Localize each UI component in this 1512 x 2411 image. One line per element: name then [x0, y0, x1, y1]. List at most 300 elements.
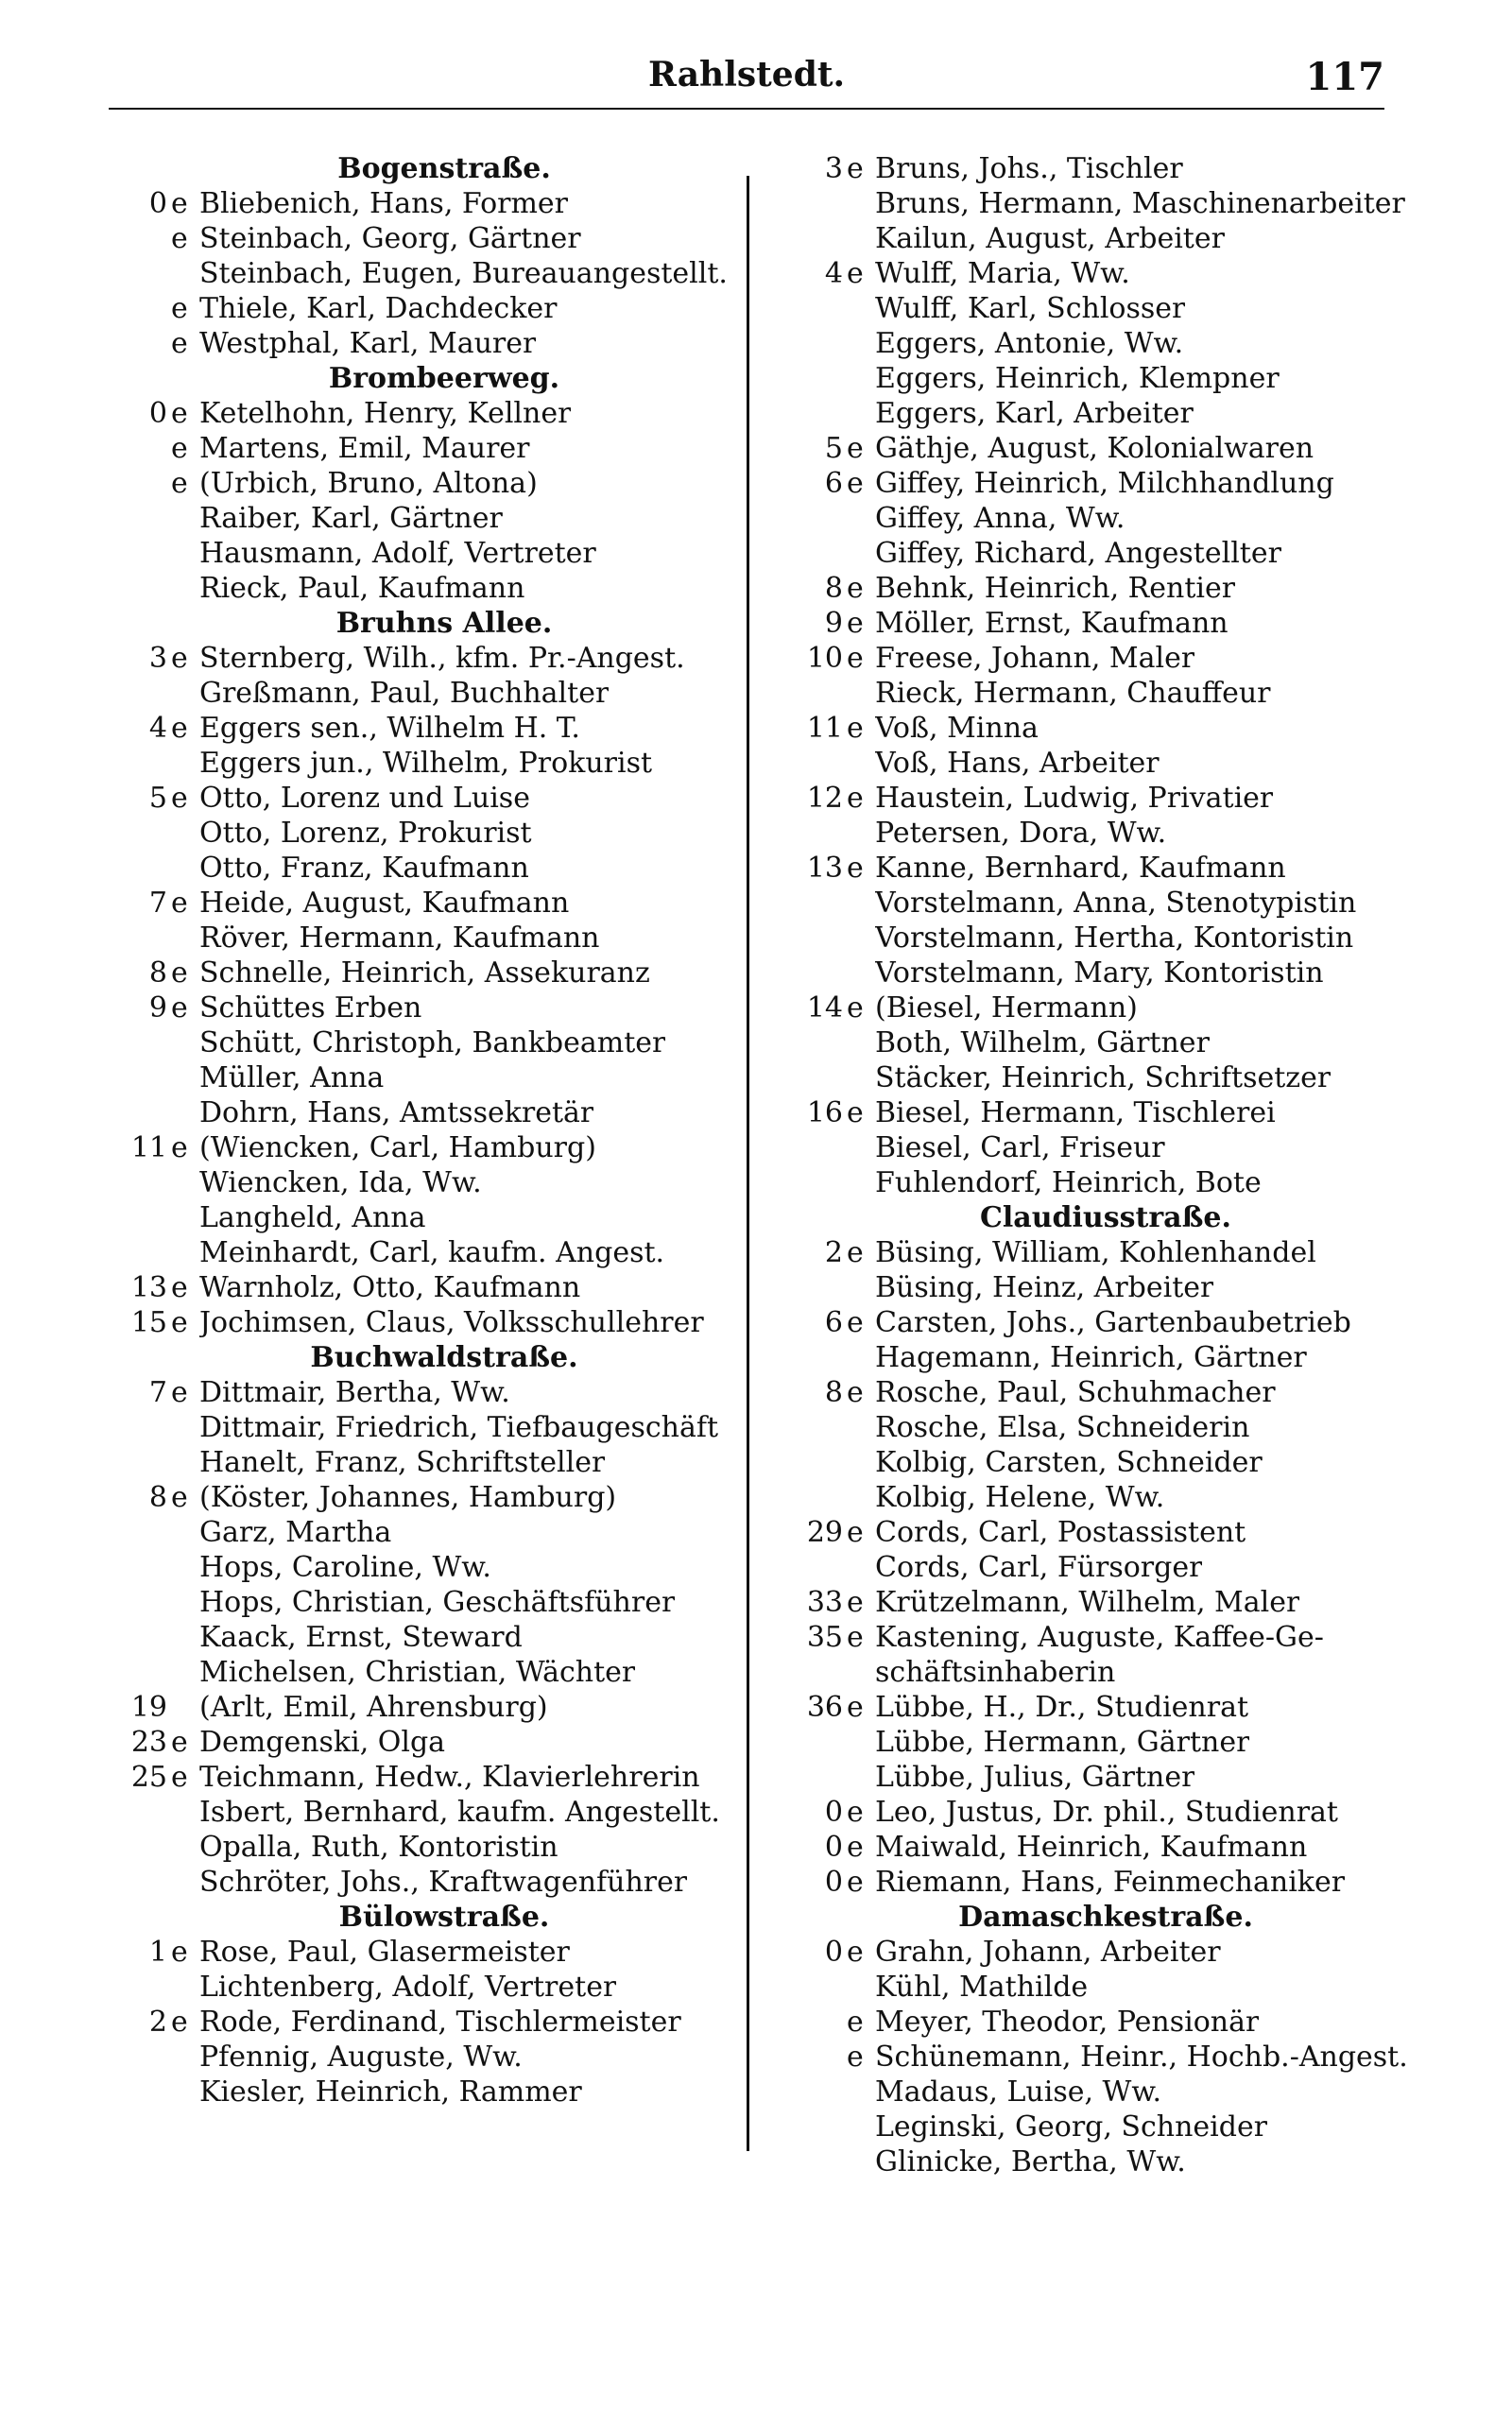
owner-mark — [847, 676, 875, 711]
resident-text: Vorstelmann, Hertha, Kontoristin — [875, 921, 1354, 955]
house-number — [784, 956, 847, 990]
house-number: 8 — [824, 1376, 843, 1409]
house-number — [784, 2005, 847, 2040]
owner-mark — [171, 1410, 199, 1445]
owner-mark — [847, 1480, 875, 1515]
house-number: 1 — [148, 1936, 167, 1969]
resident-text: Dittmair, Bertha, Ww. — [199, 1376, 510, 1409]
owner-mark — [847, 186, 875, 221]
owner-mark — [171, 256, 199, 291]
resident-text: Biesel, Carl, Friseur — [875, 1131, 1165, 1164]
house-number — [784, 501, 847, 536]
directory-entry — [784, 1725, 1403, 1760]
directory-entry — [109, 1410, 756, 1445]
resident-text: Büsing, William, Kohlenhandel — [875, 1236, 1316, 1269]
resident-text: Carsten, Johs., Gartenbaubetrieb — [875, 1306, 1351, 1339]
owner-mark — [847, 1270, 875, 1305]
resident-text: Warnholz, Otto, Kaufmann — [199, 1271, 581, 1304]
house-number — [109, 1515, 171, 1550]
house-number: 0 — [148, 397, 167, 430]
house-number — [784, 1025, 847, 1060]
house-number: 7 — [148, 887, 167, 920]
directory-entry — [784, 1060, 1403, 1095]
owner-mark — [847, 816, 875, 851]
resident-text: Rose, Paul, Glasermeister — [199, 1936, 570, 1969]
house-number: 36 — [806, 1691, 843, 1724]
house-number: 16 — [806, 1096, 843, 1129]
house-number — [784, 2075, 847, 2110]
resident-text: Wulff, Karl, Schlosser — [875, 292, 1186, 325]
resident-text: Madaus, Luise, Ww. — [875, 2075, 1162, 2109]
directory-entry — [784, 956, 1403, 990]
directory-entry — [109, 1585, 756, 1620]
owner-mark — [171, 746, 199, 781]
house-number — [109, 1165, 171, 1200]
house-number — [784, 1165, 847, 1200]
directory-entry — [109, 956, 756, 990]
directory-entry — [784, 1620, 1403, 1655]
house-number — [109, 1445, 171, 1480]
directory-entry — [784, 2075, 1403, 2110]
owner-mark: e — [171, 1271, 188, 1304]
directory-entry — [109, 921, 756, 956]
directory-entry — [109, 1480, 756, 1515]
owner-mark — [171, 1200, 199, 1235]
owner-mark: e — [171, 1131, 188, 1164]
house-number: 13 — [806, 852, 843, 885]
directory-entry — [109, 1270, 756, 1305]
directory-entry — [109, 1865, 756, 1900]
resident-text: Langheld, Anna — [199, 1201, 426, 1234]
house-number: 23 — [130, 1726, 167, 1759]
resident-text: Voß, Hans, Arbeiter — [875, 747, 1160, 780]
house-number: 7 — [148, 1376, 167, 1409]
owner-mark: e — [171, 782, 188, 815]
directory-entry — [109, 1830, 756, 1865]
owner-mark — [171, 1865, 199, 1900]
house-number — [109, 1795, 171, 1830]
owner-mark: e — [171, 432, 188, 465]
directory-entry — [109, 1235, 756, 1270]
resident-text: Lübbe, Hermann, Gärtner — [875, 1726, 1250, 1759]
house-number — [109, 466, 171, 501]
owner-mark: e — [847, 152, 864, 185]
resident-text: Lichtenberg, Adolf, Vertreter — [199, 1971, 617, 2004]
owner-mark — [171, 1235, 199, 1270]
resident-text: Kiesler, Heinrich, Rammer — [199, 2075, 582, 2109]
directory-entry — [784, 2005, 1403, 2040]
owner-mark — [847, 1655, 875, 1690]
owner-mark — [847, 1725, 875, 1760]
resident-text: Giffey, Heinrich, Milchhandlung — [875, 467, 1334, 500]
owner-mark: e — [171, 712, 188, 745]
house-number: 14 — [806, 991, 843, 1025]
owner-mark — [171, 1830, 199, 1865]
resident-text: Eggers jun., Wilhelm, Prokurist — [199, 747, 653, 780]
resident-text: Hops, Caroline, Ww. — [199, 1551, 491, 1584]
directory-entry — [784, 431, 1403, 466]
resident-text: Leo, Justus, Dr. phil., Studienrat — [875, 1796, 1338, 1829]
owner-mark — [171, 1165, 199, 1200]
resident-text: Greßmann, Paul, Buchhalter — [199, 677, 610, 710]
house-number — [109, 921, 171, 956]
directory-entry — [784, 291, 1403, 326]
directory-entry — [784, 1410, 1403, 1445]
owner-mark: e — [847, 1236, 864, 1269]
directory-entry — [109, 711, 756, 746]
owner-mark: e — [847, 782, 864, 815]
owner-mark: e — [171, 1761, 188, 1794]
house-number — [784, 361, 847, 396]
owner-mark — [171, 1795, 199, 1830]
house-number: 3 — [824, 152, 843, 185]
directory-entry — [784, 1865, 1403, 1900]
directory-entry — [109, 1690, 756, 1725]
house-number: 8 — [148, 956, 167, 990]
resident-text: Kastening, Auguste, Kaffee-Ge- — [875, 1621, 1324, 1654]
resident-text: Steinbach, Georg, Gärtner — [199, 222, 581, 255]
owner-mark — [171, 921, 199, 956]
resident-text: Riemann, Hans, Feinmechaniker — [875, 1866, 1346, 1899]
directory-entry — [109, 746, 756, 781]
directory-entry — [109, 990, 756, 1025]
resident-text: Lübbe, H., Dr., Studienrat — [875, 1691, 1249, 1724]
owner-mark: e — [171, 1726, 188, 1759]
directory-entry — [109, 1025, 756, 1060]
house-number — [784, 886, 847, 921]
directory-entry — [109, 1655, 756, 1690]
house-number — [784, 2144, 847, 2179]
resident-text: Cords, Carl, Postassistent — [875, 1516, 1246, 1549]
house-number — [784, 1655, 847, 1690]
owner-mark: e — [847, 2006, 864, 2039]
resident-text: Rieck, Hermann, Chauffeur — [875, 677, 1271, 710]
resident-text: Müller, Anna — [199, 1061, 385, 1094]
owner-mark — [171, 816, 199, 851]
owner-mark — [171, 536, 199, 571]
house-number — [109, 326, 171, 361]
house-number — [784, 676, 847, 711]
owner-mark — [847, 536, 875, 571]
owner-mark — [847, 1410, 875, 1445]
house-number: 4 — [824, 257, 843, 290]
directory-entry — [784, 606, 1403, 641]
resident-text: Otto, Franz, Kaufmann — [199, 852, 529, 885]
resident-text: Pfennig, Auguste, Ww. — [199, 2041, 523, 2074]
directory-entry — [784, 1340, 1403, 1375]
owner-mark: e — [847, 1936, 864, 1969]
house-number — [109, 1200, 171, 1235]
house-number — [784, 1970, 847, 2005]
directory-entry — [784, 326, 1403, 361]
house-number — [784, 536, 847, 571]
house-number: 15 — [130, 1306, 167, 1339]
owner-mark — [847, 2144, 875, 2179]
resident-text: Bliebenich, Hans, Former — [199, 187, 569, 220]
resident-text: Dohrn, Hans, Amtssekretär — [199, 1096, 594, 1129]
owner-mark: e — [171, 1306, 188, 1339]
house-number — [784, 1725, 847, 1760]
directory-entry — [784, 1515, 1403, 1550]
owner-mark — [847, 1060, 875, 1095]
house-number — [784, 326, 847, 361]
page-header — [109, 55, 1384, 110]
owner-mark: e — [847, 1831, 864, 1864]
column-divider — [747, 176, 749, 2151]
resident-text: (Biesel, Hermann) — [875, 991, 1138, 1025]
directory-entry — [109, 1375, 756, 1410]
directory-entry — [784, 1760, 1403, 1795]
house-number: 11 — [130, 1131, 167, 1164]
owner-mark — [847, 2075, 875, 2110]
directory-entry — [109, 396, 756, 431]
directory-entry — [109, 1795, 756, 1830]
owner-mark: e — [847, 1376, 864, 1409]
house-number — [784, 816, 847, 851]
directory-entry — [109, 1165, 756, 1200]
house-number — [784, 2040, 847, 2075]
resident-text: Hops, Christian, Geschäftsführer — [199, 1586, 676, 1619]
street-heading: Damaschkestraße. — [958, 1901, 1253, 1934]
owner-mark: e — [847, 642, 864, 675]
directory-entry — [109, 2040, 756, 2075]
owner-mark — [847, 1445, 875, 1480]
owner-mark — [171, 1620, 199, 1655]
owner-mark — [171, 1095, 199, 1130]
house-number — [784, 1480, 847, 1515]
house-number: 0 — [824, 1796, 843, 1829]
directory-entry — [109, 291, 756, 326]
resident-text: Kailun, August, Arbeiter — [875, 222, 1225, 255]
directory-entry — [784, 1585, 1403, 1620]
directory-entry — [109, 1095, 756, 1130]
directory-entry — [784, 186, 1403, 221]
owner-mark: e — [847, 1096, 864, 1129]
owner-mark — [847, 2110, 875, 2144]
owner-mark: e — [847, 1796, 864, 1829]
resident-text: Steinbach, Eugen, Bureauangestellt. — [199, 257, 728, 290]
owner-mark — [171, 1445, 199, 1480]
owner-mark: e — [171, 292, 188, 325]
resident-text: Schünemann, Heinr., Hochb.-Angest. — [875, 2041, 1408, 2074]
owner-mark — [847, 1165, 875, 1200]
resident-text: Freese, Johann, Maler — [875, 642, 1195, 675]
house-number — [109, 1865, 171, 1900]
house-number — [784, 1270, 847, 1305]
owner-mark: e — [171, 1376, 188, 1409]
directory-entry — [784, 1445, 1403, 1480]
owner-mark: e — [171, 991, 188, 1025]
resident-text: Stäcker, Heinrich, Schriftsetzer — [875, 1061, 1332, 1094]
right-column — [784, 151, 1408, 2179]
resident-text: Rieck, Paul, Kaufmann — [199, 572, 525, 605]
owner-mark — [847, 1025, 875, 1060]
street-heading: Bülowstraße. — [338, 1901, 550, 1934]
directory-entry — [109, 1760, 756, 1795]
owner-mark — [847, 326, 875, 361]
house-number — [109, 1970, 171, 2005]
directory-entry — [109, 2005, 756, 2040]
directory-entry — [784, 1165, 1403, 1200]
directory-entry — [784, 1305, 1403, 1340]
resident-text: Meinhardt, Carl, kaufm. Angest. — [199, 1236, 665, 1269]
resident-text: Giffey, Richard, Angestellter — [875, 537, 1281, 570]
directory-entry — [784, 571, 1403, 606]
resident-text: Sternberg, Wilh., kfm. Pr.-Angest. — [199, 642, 685, 675]
resident-text: Gäthje, August, Kolonialwaren — [875, 432, 1314, 465]
house-number: 5 — [824, 432, 843, 465]
owner-mark — [171, 571, 199, 606]
owner-mark: e — [847, 257, 864, 290]
owner-mark — [847, 1130, 875, 1165]
house-number — [109, 816, 171, 851]
directory-entry — [109, 501, 756, 536]
resident-text: Jochimsen, Claus, Volksschullehrer — [199, 1306, 704, 1339]
resident-text: Krützelmann, Wilhelm, Maler — [875, 1586, 1300, 1619]
directory-entry — [784, 816, 1403, 851]
directory-entry — [784, 1235, 1403, 1270]
house-number: 6 — [824, 467, 843, 500]
owner-mark: e — [847, 1691, 864, 1724]
owner-mark: e — [847, 432, 864, 465]
directory-entry — [784, 1130, 1403, 1165]
street-heading: Claudiusstraße. — [980, 1201, 1231, 1234]
resident-text: Röver, Hermann, Kaufmann — [199, 921, 600, 955]
resident-text: Rode, Ferdinand, Tischlermeister — [199, 2006, 681, 2039]
resident-text: Kolbig, Helene, Ww. — [875, 1481, 1165, 1514]
street-heading: Bruhns Allee. — [335, 607, 553, 640]
directory-entry — [784, 536, 1403, 571]
resident-text: Eggers, Karl, Arbeiter — [875, 397, 1194, 430]
house-number — [109, 256, 171, 291]
owner-mark: e — [847, 712, 864, 745]
owner-mark — [847, 1550, 875, 1585]
directory-entry — [109, 1060, 756, 1095]
owner-mark — [171, 676, 199, 711]
house-number: 0 — [824, 1936, 843, 1969]
resident-text: Meyer, Theodor, Pensionär — [875, 2006, 1260, 2039]
resident-text: Grahn, Johann, Arbeiter — [875, 1936, 1221, 1969]
directory-entry — [784, 851, 1403, 886]
resident-text: Kolbig, Carsten, Schneider — [875, 1446, 1263, 1479]
house-number — [784, 2110, 847, 2144]
directory-entry — [784, 1935, 1403, 1970]
house-number — [109, 221, 171, 256]
directory-entry — [109, 1620, 756, 1655]
owner-mark — [171, 1585, 199, 1620]
house-number: 3 — [148, 642, 167, 675]
house-number: 4 — [148, 712, 167, 745]
owner-mark — [171, 851, 199, 886]
directory-entry — [784, 1025, 1403, 1060]
resident-text: Cords, Carl, Fürsorger — [875, 1551, 1203, 1584]
house-number — [784, 1760, 847, 1795]
resident-text: Schüttes Erben — [199, 991, 422, 1025]
directory-entry — [109, 1445, 756, 1480]
house-number — [784, 1410, 847, 1445]
resident-text: Schütt, Christoph, Bankbeamter — [199, 1026, 666, 1059]
resident-text: Both, Wilhelm, Gärtner — [875, 1026, 1210, 1059]
house-number — [109, 291, 171, 326]
resident-text: Eggers, Antonie, Ww. — [875, 327, 1184, 360]
owner-mark: e — [847, 607, 864, 640]
directory-entry — [109, 466, 756, 501]
owner-mark: e — [171, 222, 188, 255]
owner-mark — [171, 1025, 199, 1060]
house-number — [784, 746, 847, 781]
resident-text: Vorstelmann, Anna, Stenotypistin — [875, 887, 1357, 920]
resident-text: Haustein, Ludwig, Privatier — [875, 782, 1274, 815]
resident-text: Bruns, Hermann, Maschinenarbeiter — [875, 187, 1405, 220]
owner-mark — [847, 1970, 875, 2005]
owner-mark — [171, 1655, 199, 1690]
directory-entry — [784, 1830, 1403, 1865]
directory-entry — [109, 676, 756, 711]
resident-text: Bruns, Johs., Tischler — [875, 152, 1183, 185]
house-number — [109, 1655, 171, 1690]
house-number — [784, 221, 847, 256]
house-number: 11 — [806, 712, 843, 745]
owner-mark: e — [847, 1621, 864, 1654]
house-number: 19 — [130, 1691, 167, 1724]
owner-mark — [847, 221, 875, 256]
house-number — [109, 536, 171, 571]
owner-mark — [847, 886, 875, 921]
street-heading: Brombeerweg. — [328, 362, 560, 395]
house-number — [784, 921, 847, 956]
house-number — [109, 676, 171, 711]
owner-mark: e — [171, 1481, 188, 1514]
owner-mark: e — [847, 1866, 864, 1899]
house-number — [784, 1550, 847, 1585]
resident-text: Heide, August, Kaufmann — [199, 887, 570, 920]
house-number — [109, 1060, 171, 1095]
house-number: 12 — [806, 782, 843, 815]
owner-mark — [171, 1970, 199, 2005]
resident-text: Leginski, Georg, Schneider — [875, 2110, 1268, 2144]
house-number: 6 — [824, 1306, 843, 1339]
house-number — [109, 746, 171, 781]
resident-text: Raiber, Karl, Gärtner — [199, 502, 503, 535]
directory-entry — [784, 2040, 1408, 2075]
owner-mark: e — [847, 852, 864, 885]
street-heading: Buchwaldstraße. — [310, 1341, 578, 1374]
house-number — [109, 431, 171, 466]
directory-entry — [784, 1375, 1403, 1410]
resident-text: (Köster, Johannes, Hamburg) — [199, 1481, 617, 1514]
house-number — [109, 2075, 171, 2110]
resident-text: Vorstelmann, Mary, Kontoristin — [875, 956, 1324, 990]
resident-text: Glinicke, Bertha, Ww. — [875, 2145, 1186, 2179]
owner-mark: e — [847, 467, 864, 500]
house-number: 9 — [824, 607, 843, 640]
directory-entry — [109, 431, 756, 466]
resident-text: Hausmann, Adolf, Vertreter — [199, 537, 596, 570]
owner-mark: e — [171, 2006, 188, 2039]
resident-text: (Arlt, Emil, Ahrensburg) — [199, 1691, 548, 1724]
resident-text: Martens, Emil, Maurer — [199, 432, 530, 465]
owner-mark — [171, 501, 199, 536]
owner-mark: e — [171, 956, 188, 990]
resident-text: (Urbich, Bruno, Altona) — [199, 467, 538, 500]
directory-entry — [784, 1795, 1403, 1830]
house-number: 2 — [148, 2006, 167, 2039]
directory-entry — [109, 886, 756, 921]
resident-text: (Wiencken, Carl, Hamburg) — [199, 1131, 596, 1164]
directory-entry — [109, 2075, 756, 2110]
directory-entry — [784, 921, 1403, 956]
directory-entry — [784, 886, 1403, 921]
